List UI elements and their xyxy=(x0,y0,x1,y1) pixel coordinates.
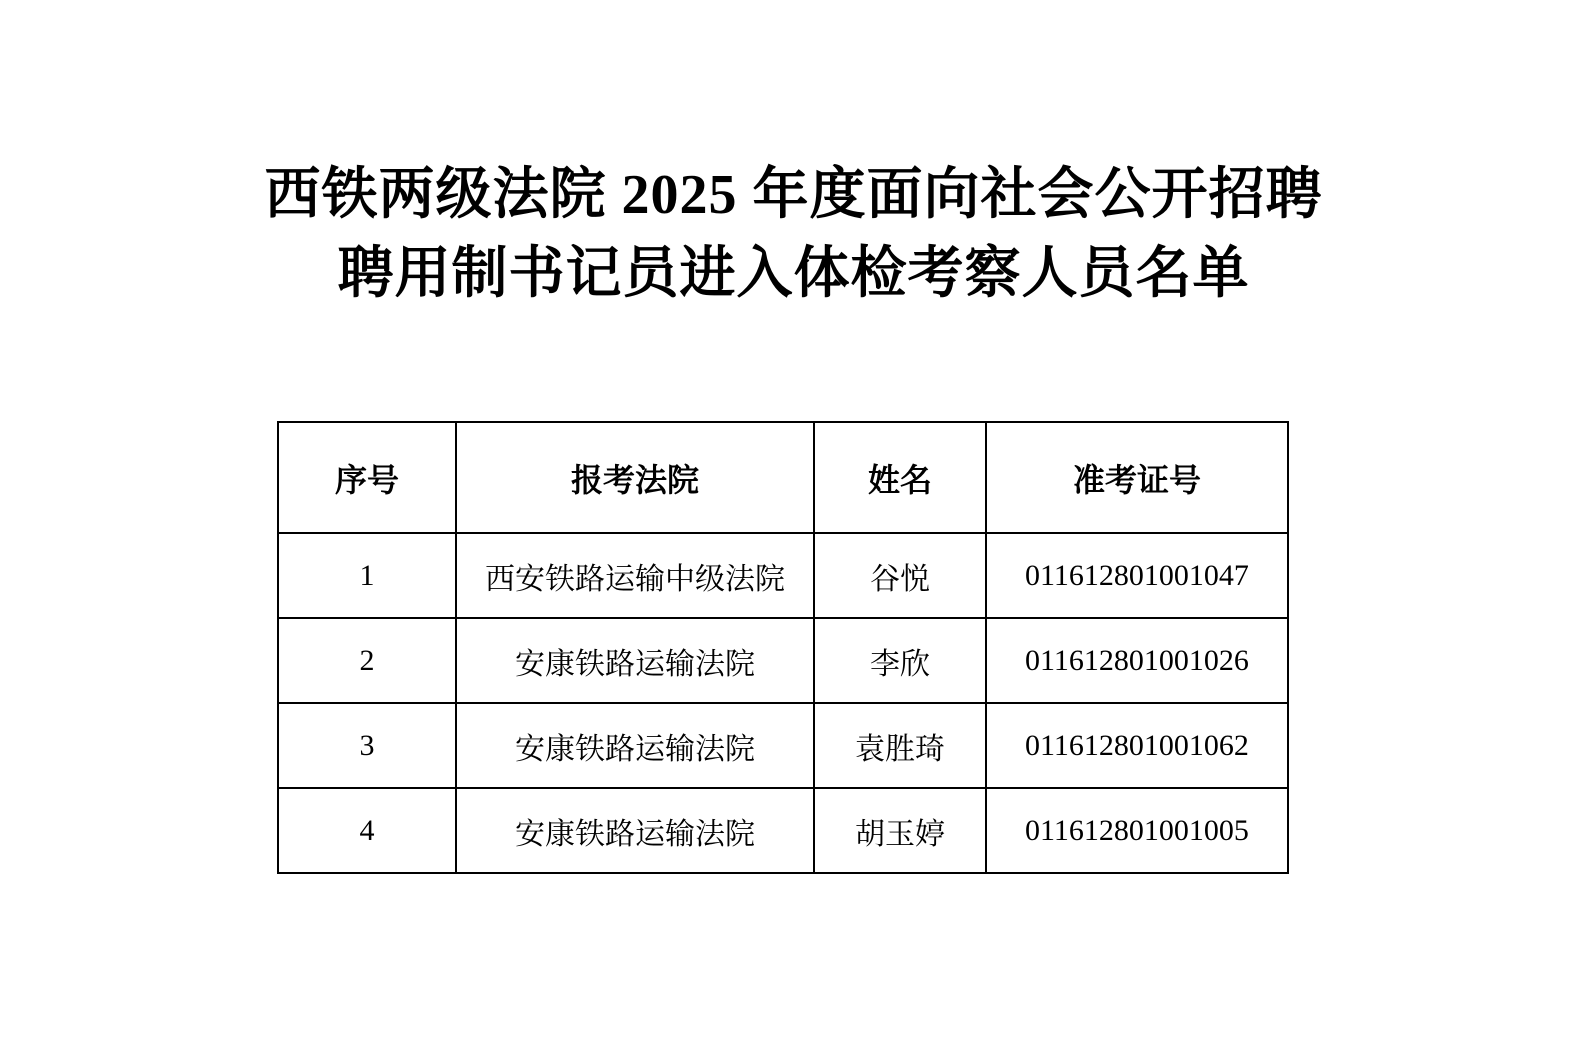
candidates-table xyxy=(277,421,1289,874)
document-title xyxy=(0,156,1587,314)
table-row xyxy=(278,533,1288,618)
cell-index: 4 xyxy=(278,788,456,873)
document-title-line2: 聘用制书记员进入体检考察人员名单 xyxy=(337,243,1250,305)
cell-name: 袁胜琦 xyxy=(814,703,986,788)
cell-index: 1 xyxy=(278,533,456,618)
cell-court: 安康铁路运输法院 xyxy=(456,788,814,873)
cell-ticket-number: 011612801001047 xyxy=(986,533,1288,618)
col-header-index: 序号 xyxy=(278,422,456,533)
cell-court: 安康铁路运输法院 xyxy=(456,618,814,703)
cell-court: 安康铁路运输法院 xyxy=(456,703,814,788)
table-header-row xyxy=(278,422,1288,533)
col-header-ticket-number: 准考证号 xyxy=(986,422,1288,533)
cell-index: 2 xyxy=(278,618,456,703)
cell-ticket-number: 011612801001062 xyxy=(986,703,1288,788)
document-title-line1: 西铁两级法院 2025 年度面向社会公开招聘 xyxy=(264,164,1323,226)
col-header-court: 报考法院 xyxy=(456,422,814,533)
table-row xyxy=(278,703,1288,788)
cell-name: 谷悦 xyxy=(814,533,986,618)
col-header-name: 姓名 xyxy=(814,422,986,533)
cell-name: 胡玉婷 xyxy=(814,788,986,873)
table-row xyxy=(278,618,1288,703)
cell-ticket-number: 011612801001026 xyxy=(986,618,1288,703)
cell-index: 3 xyxy=(278,703,456,788)
cell-court: 西安铁路运输中级法院 xyxy=(456,533,814,618)
table-row xyxy=(278,788,1288,873)
cell-ticket-number: 011612801001005 xyxy=(986,788,1288,873)
cell-name: 李欣 xyxy=(814,618,986,703)
